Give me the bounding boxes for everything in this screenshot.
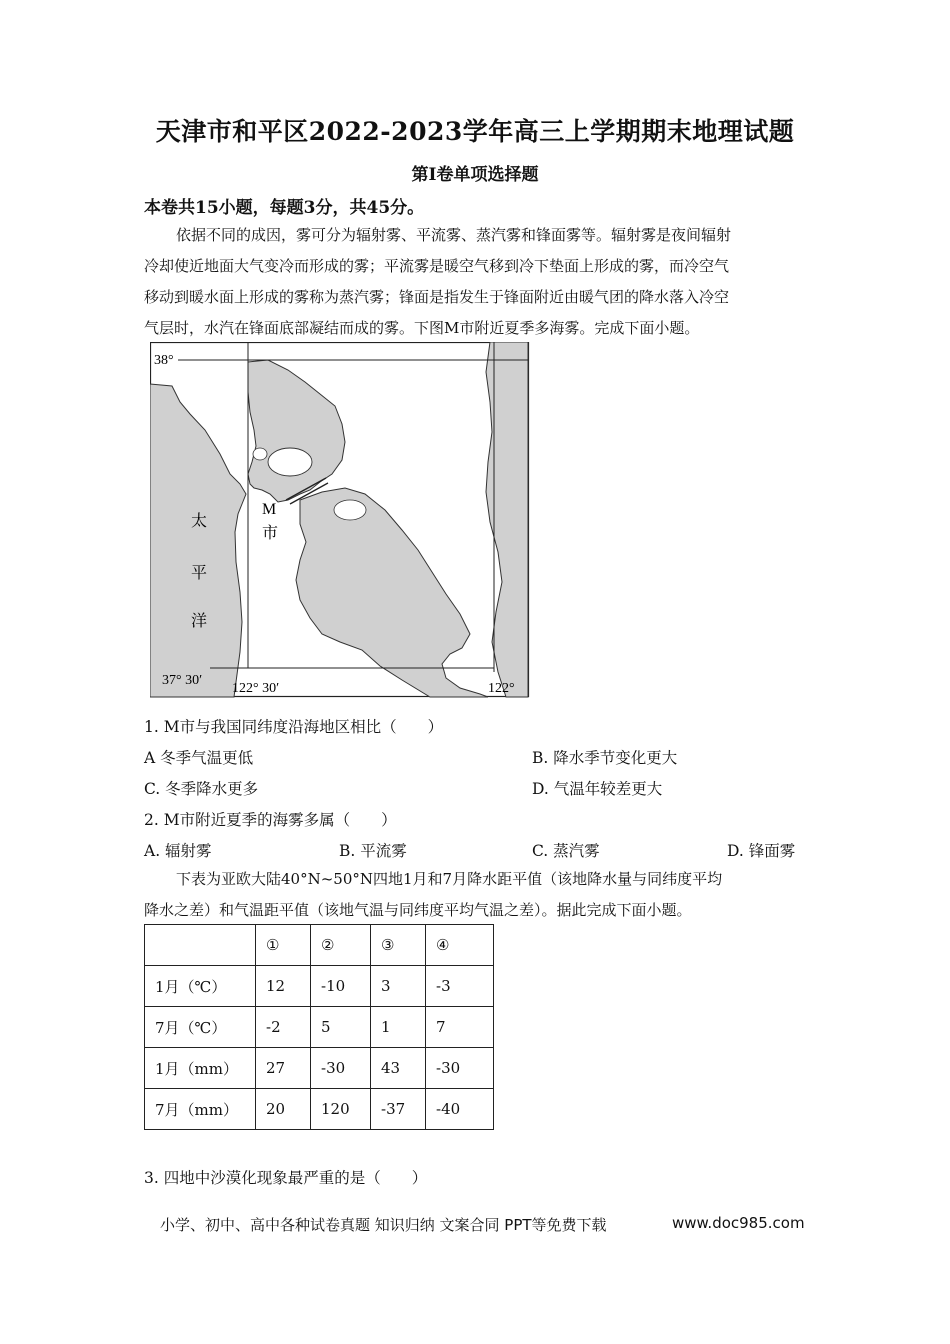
table-cell: 7月（℃） bbox=[145, 1007, 256, 1048]
lat-label-bottom: 37° 30′ bbox=[162, 673, 203, 688]
question-1-option-c: C. 冬季降水更多 bbox=[144, 780, 259, 798]
page-title: 天津市和平区2022-2023学年高三上学期期末地理试题 bbox=[155, 117, 795, 146]
lat-label-top: 38° bbox=[154, 353, 174, 368]
question-3-stem: 3. 四地中沙漠化现象最严重的是（ ） bbox=[144, 1169, 428, 1187]
table-cell: 3 bbox=[371, 966, 426, 1007]
question-2-stem: 2. M市附近夏季的海雾多属（ ） bbox=[144, 811, 397, 829]
bay-water bbox=[268, 448, 312, 476]
east-coast bbox=[486, 342, 528, 697]
ocean-label-char: 平 bbox=[191, 565, 208, 582]
table-cell: 1月（mm） bbox=[145, 1048, 256, 1089]
passage-1-line: 气层时，水汽在锋面底部凝结而成的雾。下图M市附近夏季多海雾。完成下面小题。 bbox=[144, 319, 700, 337]
table-row bbox=[145, 1089, 494, 1130]
table-cell: 120 bbox=[311, 1089, 371, 1130]
table-header-cell bbox=[145, 925, 256, 966]
ocean-label-char: 太 bbox=[191, 513, 208, 530]
table-header-cell: ① bbox=[256, 925, 311, 966]
ocean-label-char: 洋 bbox=[191, 613, 208, 630]
table-cell: 7 bbox=[426, 1007, 494, 1048]
table-cell: 1 bbox=[371, 1007, 426, 1048]
bay-water bbox=[334, 500, 366, 520]
table-header-cell: ② bbox=[311, 925, 371, 966]
question-1-option-d: D. 气温年较差更大 bbox=[532, 780, 663, 798]
table-cell: -3 bbox=[426, 966, 494, 1007]
question-2-option-d: D. 锋面雾 bbox=[727, 842, 796, 860]
table-header-row bbox=[145, 925, 494, 966]
lon-label-left: 122° 30′ bbox=[232, 681, 280, 696]
table-cell: 27 bbox=[256, 1048, 311, 1089]
passage-2-line: 降水之差）和气温距平值（该地气温与同纬度平均气温之差）。据此完成下面小题。 bbox=[144, 901, 692, 919]
passage-1-line: 冷却使近地面大气变冷而形成的雾；平流雾是暖空气移到冷下垫面上形成的雾，而冷空气 bbox=[144, 257, 730, 275]
footer-text: 小学、初中、高中各种试卷真题 知识归纳 文案合同 PPT等免费下载 bbox=[160, 1216, 607, 1234]
table-cell: 1月（℃） bbox=[145, 966, 256, 1007]
table-cell: -2 bbox=[256, 1007, 311, 1048]
table-cell: -30 bbox=[426, 1048, 494, 1089]
passage-2-line: 下表为亚欧大陆40°N~50°N四地1月和7月降水距平值（该地降水量与同纬度平均 bbox=[176, 870, 723, 888]
data-table bbox=[144, 924, 494, 1130]
table-cell: 43 bbox=[371, 1048, 426, 1089]
lon-label-right: 122° bbox=[488, 681, 515, 696]
inlet-water bbox=[253, 448, 267, 460]
table-cell: 12 bbox=[256, 966, 311, 1007]
city-label-char: 市 bbox=[262, 525, 279, 542]
table-cell: -30 bbox=[311, 1048, 371, 1089]
section-info: 本卷共15小题，每题3分，共45分。 bbox=[144, 198, 425, 218]
table-cell: -10 bbox=[311, 966, 371, 1007]
question-2-option-a: A. 辐射雾 bbox=[144, 842, 212, 860]
question-1-stem: 1. M市与我国同纬度沿海地区相比（ ） bbox=[144, 718, 444, 736]
table-cell: 5 bbox=[311, 1007, 371, 1048]
table-header-cell: ④ bbox=[426, 925, 494, 966]
passage-2 bbox=[144, 864, 804, 926]
table-cell: 7月（mm） bbox=[145, 1089, 256, 1130]
passage-1-line: 依据不同的成因，雾可分为辐射雾、平流雾、蒸汽雾和锋面雾等。辐射雾是夜间辐射 bbox=[176, 226, 732, 244]
question-2-option-b: B. 平流雾 bbox=[339, 842, 407, 860]
city-label-char: M bbox=[262, 501, 277, 518]
table-row bbox=[145, 1007, 494, 1048]
table-row bbox=[145, 966, 494, 1007]
map-figure bbox=[150, 342, 530, 698]
passage-1 bbox=[144, 220, 804, 344]
question-1-option-a: A 冬季气温更低 bbox=[144, 749, 254, 767]
table-cell: -40 bbox=[426, 1089, 494, 1130]
passage-1-line: 移动到暖水面上形成的雾称为蒸汽雾；锋面是指发生于锋面附近由暖气团的降水落入冷空 bbox=[144, 288, 730, 306]
section-title: 第I卷单项选择题 bbox=[411, 165, 539, 185]
footer-url[interactable]: www.doc985.com bbox=[672, 1214, 805, 1232]
table-header-cell: ③ bbox=[371, 925, 426, 966]
question-1-option-b: B. 降水季节变化更大 bbox=[532, 749, 678, 767]
question-2-option-c: C. 蒸汽雾 bbox=[532, 842, 600, 860]
table-cell: 20 bbox=[256, 1089, 311, 1130]
table-row bbox=[145, 1048, 494, 1089]
table-cell: -37 bbox=[371, 1089, 426, 1130]
